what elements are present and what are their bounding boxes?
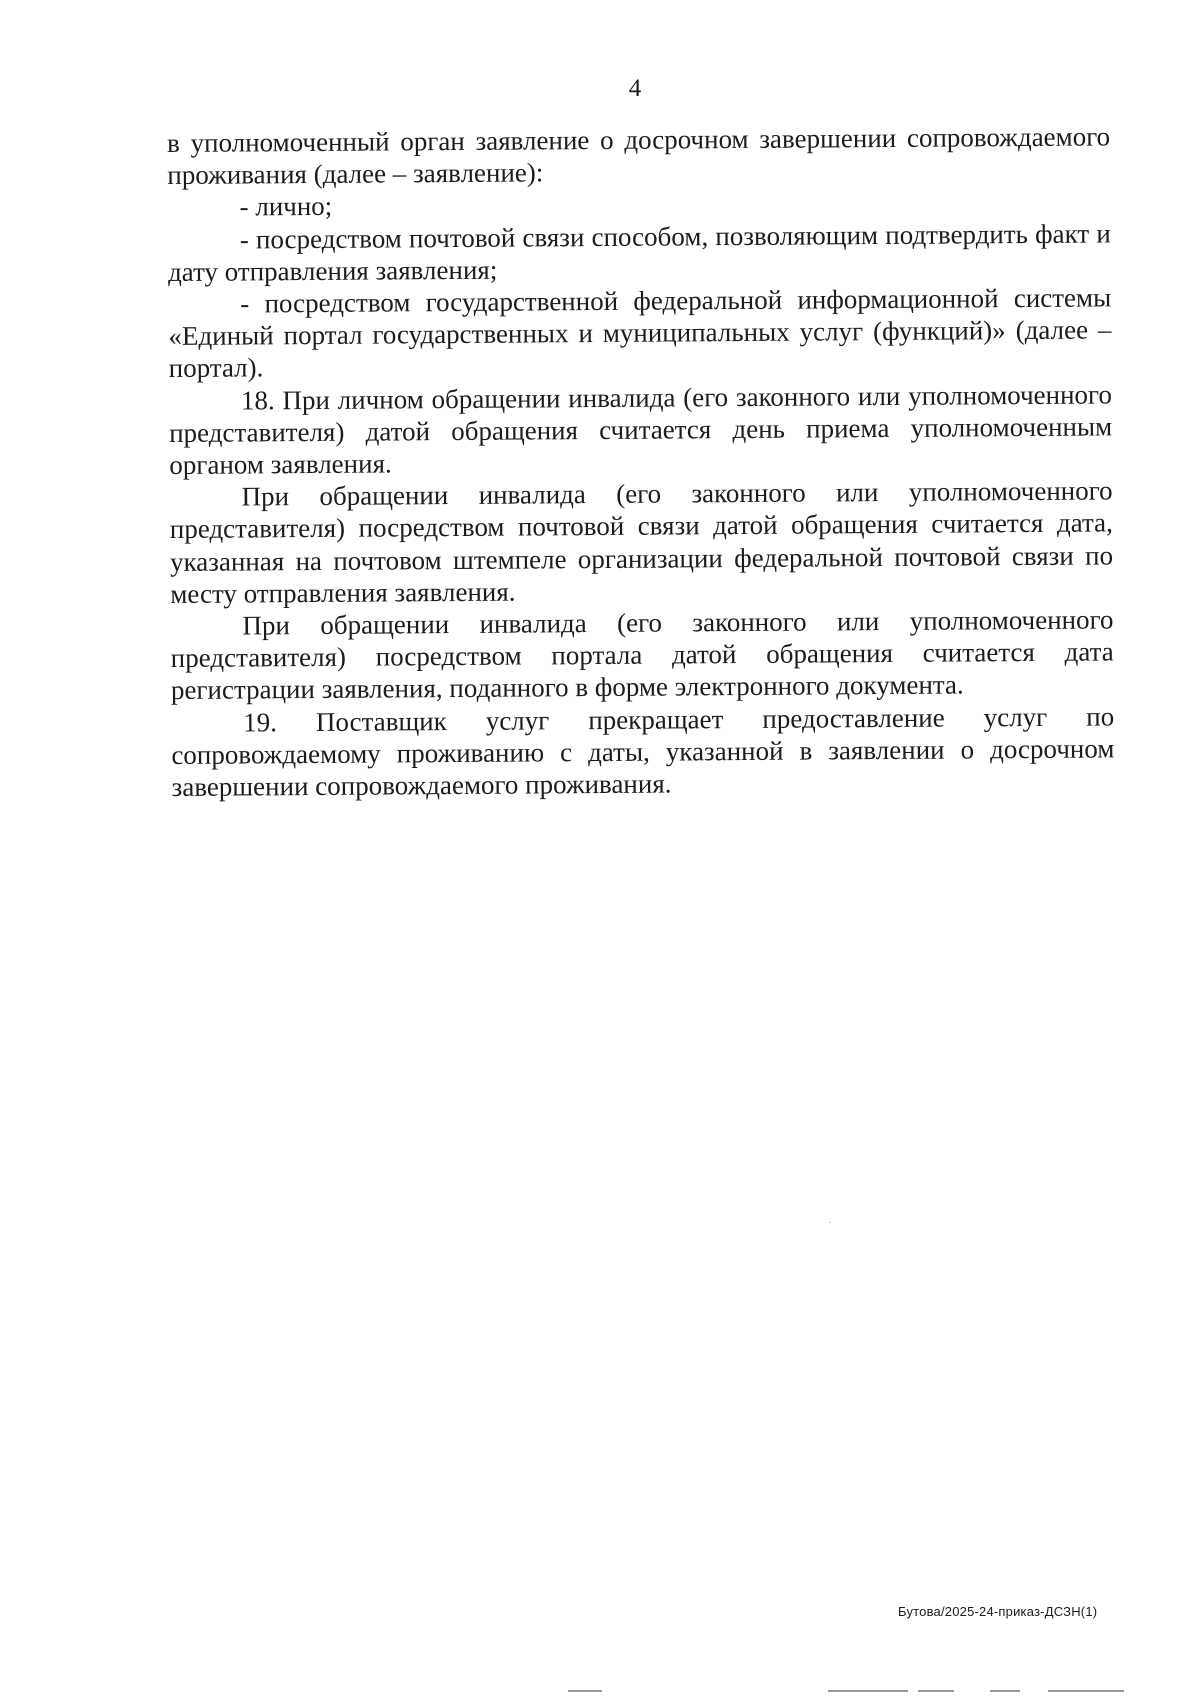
page-number: 4	[628, 75, 642, 102]
text-line: 19. Поставщик услуг прекращает предоставление услуг	[243, 701, 1048, 738]
clause-19	[171, 700, 1115, 803]
scan-artifact	[918, 1690, 954, 1692]
text-line: уполномоченного представителя) датой обращения считается день приема	[169, 379, 1113, 448]
text-line: о досрочном завершении сопровождаемого проживания.	[171, 733, 1115, 803]
text-line: (далее – портал).	[168, 314, 1112, 384]
text-line: по месту отправления заявления.	[170, 540, 1114, 609]
text-line: При обращении инвалида (его законного или уполномоченного	[241, 475, 1113, 512]
paragraph-continuation	[167, 120, 1110, 191]
text-line: представителя) посредством портала датой обращения считается дата	[170, 636, 1114, 674]
text-line: «Единый портал государственных и муниципальных услуг (функций)»	[168, 315, 1006, 352]
scan-artifact	[568, 1690, 602, 1692]
text-line: - лично;	[239, 191, 333, 222]
list-item-postal	[168, 217, 1111, 288]
text-line: - посредством почтовой связи способом, позволяющим подтвердить	[239, 218, 1029, 255]
text-line: регистрации заявления, поданного в форме электронного документа.	[170, 669, 964, 706]
document-body	[167, 120, 1115, 803]
text-line: При обращении инвалида (его законного или уполномоченного	[242, 604, 1114, 641]
scan-artifact	[828, 1690, 908, 1692]
text-line: - посредством государственной федеральной информационной системы	[240, 282, 1112, 319]
text-line: представителя) посредством почтовой связи датой обращения считается дата,	[169, 507, 1113, 545]
clause-18-postal	[169, 475, 1113, 610]
text-line: сопровождаемого проживания (далее – заявление):	[167, 121, 1111, 191]
scan-artifact	[829, 1222, 831, 1223]
text-line: в уполномоченный орган заявление о досрочном завершении	[167, 122, 897, 158]
text-line: уполномоченным органом заявления.	[169, 411, 1113, 481]
clause-18-portal	[170, 603, 1114, 706]
scan-artifact	[1048, 1690, 1124, 1692]
text-line: указанная на почтовом штемпеле организации федеральной почтовой связи	[169, 540, 1074, 577]
text-line: 18. При личном обращении инвалида (его законного или	[240, 380, 901, 416]
list-item-portal	[168, 281, 1112, 384]
scan-artifact	[990, 1690, 1020, 1692]
text-line: по сопровождаемому проживанию с даты, указанной в заявлении	[171, 701, 1115, 770]
document-reference-footer: Бутова/2025-24-приказ-ДСЗН(1)	[898, 1604, 1098, 1619]
text-line: факт и дату отправления заявления;	[167, 218, 1111, 287]
clause-18	[169, 378, 1113, 481]
